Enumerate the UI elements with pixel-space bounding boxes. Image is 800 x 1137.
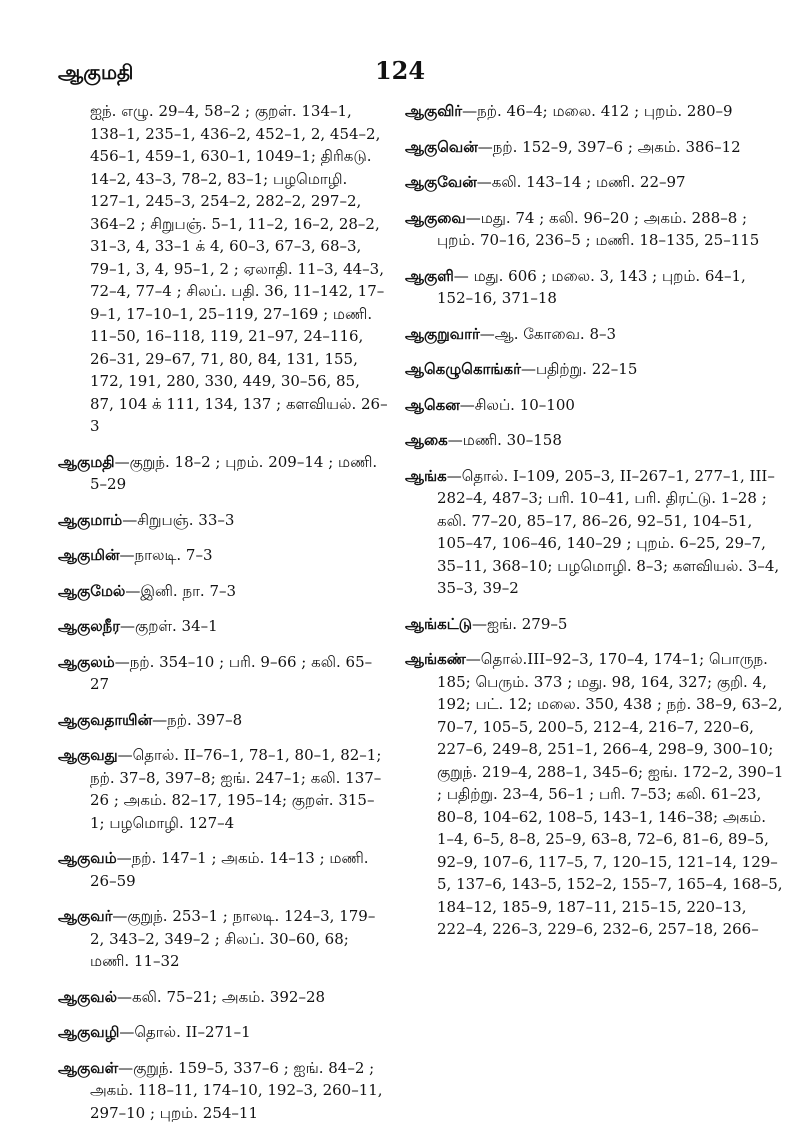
entry-references: —நாலடி. 7–3 xyxy=(119,546,213,564)
entry-headword: ஆகுவள் xyxy=(58,1058,119,1077)
dictionary-entry xyxy=(58,1021,388,1044)
entry-references: —நற். 354–10 ; பரி. 9–66 ; கலி. 65–27 xyxy=(90,652,373,693)
entry-references: —குறுந். 18–2 ; புறம். 209–14 ; மணி. 5–29 xyxy=(90,452,378,493)
dictionary-entry xyxy=(58,615,388,638)
entry-headword: ஆகுலநீர xyxy=(58,617,121,635)
dictionary-entry xyxy=(405,136,785,159)
entry-headword: ஆகுவதாயின் xyxy=(58,710,153,729)
dictionary-entry xyxy=(405,358,785,381)
dictionary-entry xyxy=(58,509,388,532)
entry-headword: ஆகென xyxy=(405,395,460,414)
entry-headword: ஆகை xyxy=(405,431,448,449)
entry-references: —இனி. நா. 7–3 xyxy=(125,581,237,600)
dictionary-entry xyxy=(405,465,785,600)
entry-references: —ஆ. கோவை. 8–3 xyxy=(479,324,617,343)
entry-headword: ஆகுலம் xyxy=(58,652,115,671)
dictionary-entry xyxy=(58,544,388,567)
entry-headword: ஆகெழுகொங்கர் xyxy=(405,360,521,378)
entry-headword: ஆகுமதி xyxy=(58,452,115,471)
entry-headword: ஆகுவேன் xyxy=(405,173,477,191)
dictionary-entry xyxy=(405,429,785,452)
entry-headword: ஆகுளி xyxy=(405,266,454,285)
entry-headword: ஆகுவல் xyxy=(58,987,118,1006)
entry-references: — மது. 606 ; மலை. 3, 143 ; புறம். 64–1, 152–16, 371–18 xyxy=(437,266,746,307)
dictionary-entry xyxy=(58,709,388,732)
entry-headword: ஆகுவை xyxy=(405,208,466,227)
entry-references: —தொல். II–271–1 xyxy=(119,1023,251,1041)
entry-references: —மது. 74 ; கலி. 96–20 ; அகம். 288–8 ; புறம். 70–16, 236–5 ; மணி. 18–135, 25–115 xyxy=(437,208,760,249)
entry-references: —ஐங். 279–5 xyxy=(472,614,568,633)
dictionary-entry xyxy=(58,905,388,973)
dictionary-entry xyxy=(58,451,388,496)
dictionary-entry xyxy=(405,648,785,941)
dictionary-entry xyxy=(405,100,785,123)
entry-references: —தொல். II–76–1, 78–1, 80–1, 82–1; நற். 37–8, 397–8; ஐங். 247–1; கலி. 137–26 ; அகம். 82–17, 195–14; குறள். 315–1; பழமொழி. 127–4 xyxy=(90,746,382,832)
entry-headword: ஆகுவழி xyxy=(58,1023,120,1041)
entry-references: —நற். 46–4; மலை. 412 ; புறம். 280–9 xyxy=(462,102,733,120)
entry-headword: ஆங்க xyxy=(405,466,447,485)
entry-references: —கலி. 75–21; அகம். 392–28 xyxy=(117,987,326,1006)
page-number: 124 xyxy=(374,56,426,85)
dictionary-entry xyxy=(58,1057,388,1125)
entry-references: —தொல்.III–92–3, 170–4, 174–1; பொருந. 185; பெரும். 373 ; மது. 98, 164, 327; குறி. 4, 192; பட். 12; மலை. 350, 438 ; நற். 38–9, 63–2, 70–7, 105–5, 200–5, 212–4, 216–7, 220–6, 227–6, 249–8, 251–1, 266–4, 298–9, 300–10; குறுந். 219–4, 288–1, 345–6; ஐங். 172–2, 390–1 ; பதிற்று. 23–4, 56–1 ; பரி. 7–53; கலி. 61–23, 80–8, 104–62, 108–5, 143–1, 146–38; அகம். 1–4, 6–5, 8–8, 25–9, 63–8, 72–6, 81–6, 89–5, 92–9, 107–6, 117–5, 7, 120–15, 121–14, 129–5, 137–6, 143–5, 152–2, 155–7, 165–4, 168–5, 184–12, 185–9, 187–11, 215–15, 220–13, 222–4, 226–3, 229–6, 232–6, 257–18, 266– xyxy=(437,650,784,938)
entry-headword: ஆகுமேல் xyxy=(58,581,126,600)
entry-references: —குறள். 34–1 xyxy=(120,617,218,635)
running-headword: ஆகுமதி xyxy=(58,60,134,84)
entry-headword: ஆகுவிர் xyxy=(405,102,463,120)
entry-references: —கலி. 143–14 ; மணி. 22–97 xyxy=(476,173,686,191)
dictionary-entry xyxy=(58,986,388,1009)
entry-references: —நற். 147–1 ; அகம். 14–13 ; மணி. 26–59 xyxy=(90,849,369,890)
right-column xyxy=(405,100,785,954)
dictionary-entry xyxy=(58,100,388,438)
entry-references: —நற். 397–8 xyxy=(152,710,243,729)
entry-references: —சிலப். 10–100 xyxy=(459,395,575,414)
entry-references: —நற். 152–9, 397–6 ; அகம். 386–12 xyxy=(477,137,741,156)
entry-references: —குறுந். 159–5, 337–6 ; ஐங். 84–2 ; அகம். 118–11, 174–10, 192–3, 260–11, 297–10 ; புறம். 254–11 xyxy=(90,1058,383,1122)
entry-headword: ஆங்கண் xyxy=(405,650,466,668)
entry-headword: ஆங்கட்டு xyxy=(405,614,473,633)
left-column xyxy=(58,100,388,1137)
dictionary-entry xyxy=(58,580,388,603)
entry-headword: ஆகுவம் xyxy=(58,849,117,867)
entry-references: —மணி. 30–158 xyxy=(447,431,562,449)
dictionary-entry xyxy=(405,207,785,252)
page-header xyxy=(0,52,800,92)
entry-headword: ஆகுமின் xyxy=(58,546,120,564)
entry-headword: ஆகுவென் xyxy=(405,137,478,156)
entry-headword: ஆகுறுவார் xyxy=(405,324,480,343)
entry-references: —சிறுபஞ். 33–3 xyxy=(122,510,235,529)
dictionary-entry xyxy=(405,323,785,346)
dictionary-entry xyxy=(58,847,388,892)
dictionary-entry xyxy=(405,394,785,417)
entry-headword: ஆகுவர் xyxy=(58,907,113,925)
entry-references: —பதிற்று. 22–15 xyxy=(520,360,638,378)
dictionary-entry xyxy=(405,613,785,636)
dictionary-entry xyxy=(58,744,388,834)
dictionary-entry xyxy=(405,171,785,194)
dictionary-entry xyxy=(405,265,785,310)
entry-references: —தொல். I–109, 205–3, II–267–1, 277–1, III–282–4, 487–3; பரி. 10–41, பரி. திரட்டு. 1–28 ; கலி. 77–20, 85–17, 86–26, 92–51, 104–51, 105–47, 106–46, 140–29 ; புறம். 6–25, 29–7, 35–11, 368–10; பழமொழி. 8–3; களவியல். 3–4, 35–3, 39–2 xyxy=(437,466,780,597)
entry-headword: ஆகுமாம் xyxy=(58,510,123,529)
entry-headword: ஆகுவது xyxy=(58,746,118,764)
dictionary-entry xyxy=(58,651,388,696)
entry-references: ஐந். எழு. 29–4, 58–2 ; குறள். 134–1, 138–1, 235–1, 436–2, 452–1, 2, 454–2, 456–1, 459–1, 630–1, 1049–1; திரிகடு. 14–2, 43–3, 78–2, 83–1; பழமொழி. 127–1, 245–3, 254–2, 282–2, 297–2, 364–2 ; சிறுபஞ். 5–1, 11–2, 16–2, 28–2, 31–3, 4, 33–1 க் 4, 60–3, 67–3, 68–3, 79–1, 3, 4, 95–1, 2 ; ஏலாதி. 11–3, 44–3, 72–4, 77–4 ; சிலப். பதி. 36, 11–142, 17–9–1, 17–10–1, 25–119, 27–169 ; மணி. 11–50, 16–118, 119, 21–97, 24–116, 26–31, 29–67, 71, 80, 84, 131, 155, 172, 191, 280, 330, 449, 30–56, 85, 87, 104 க் 111, 134, 137 ; களவியல். 26–3 xyxy=(90,102,388,435)
entry-references: —குறுந். 253–1 ; நாலடி. 124–3, 179–2, 343–2, 349–2 ; சிலப். 30–60, 68; மணி. 11–32 xyxy=(90,907,376,970)
